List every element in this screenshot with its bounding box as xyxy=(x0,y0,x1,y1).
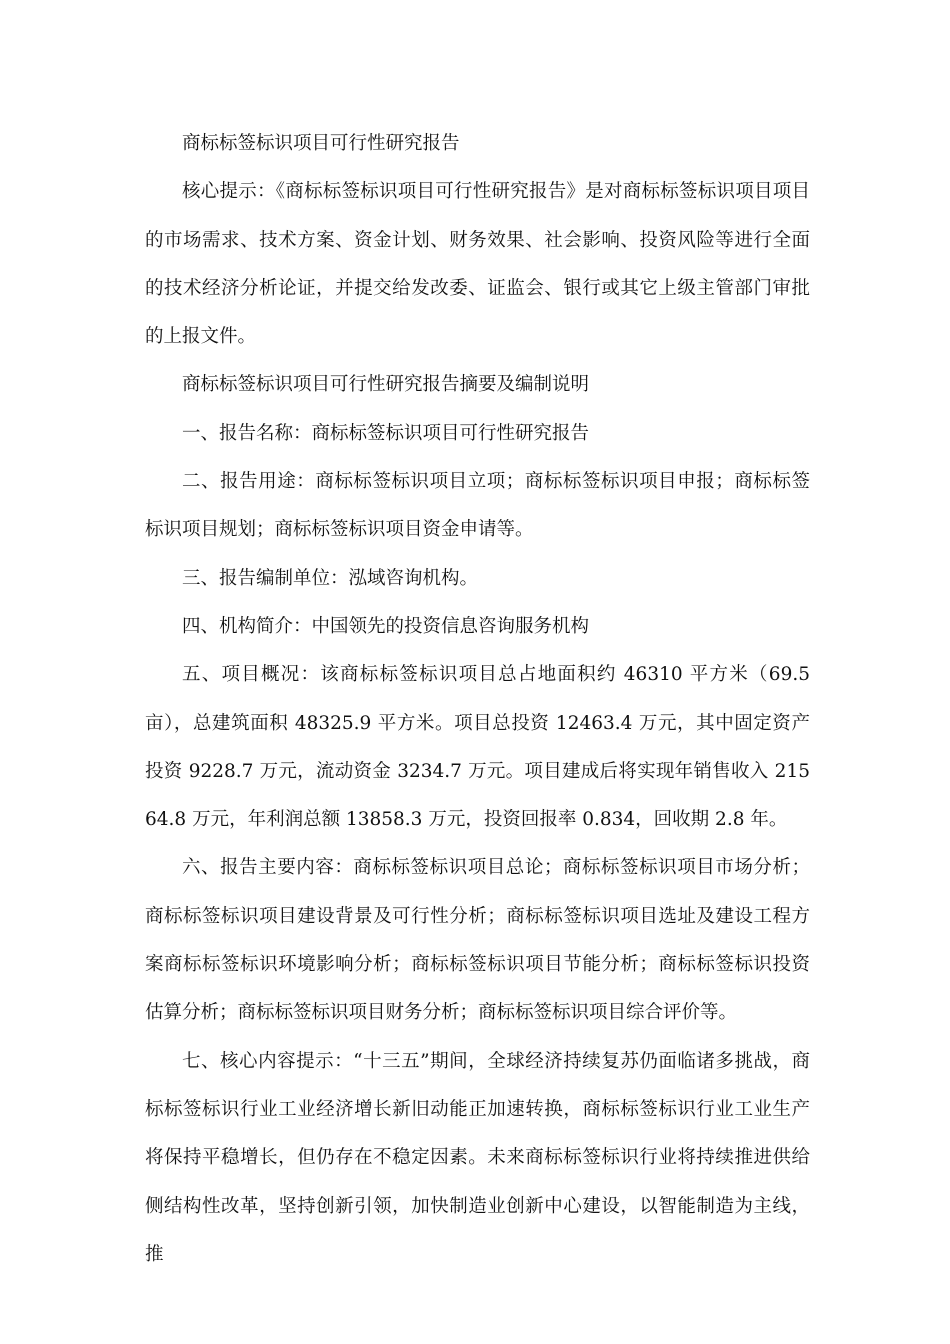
document-body xyxy=(145,120,810,1279)
paragraph-report-usage: 二、报告用途：商标标签标识项目立项；商标标签标识项目申报；商标标签标识项目规划；商标标签标识项目资金申请等。 xyxy=(145,471,810,541)
paragraph-core-hint: 核心提示：《商标标签标识项目可行性研究报告》是对商标标签标识项目项目的市场需求、技术方案、资金计划、财务效果、社会影响、投资风险等进行全面的技术经济分析论证，并提交给发改委、证监会、银行或其它上级主管部门审批的上报文件。 xyxy=(145,181,810,348)
document-title: 商标标签标识项目可行性研究报告 xyxy=(182,133,460,154)
paragraph-agency-intro: 四、机构简介：中国领先的投资信息咨询服务机构 xyxy=(182,615,590,637)
paragraph-core-contents: 七、核心内容提示：“十三五”期间，全球经济持续复苏仍面临诸多挑战，商标标签标识行业工业经济增长新旧动能正加速转换，商标标签标识行业工业生产将保持平稳增长，但仍存在不稳定因素。未来商标标签标识行业将持续推进供给侧结构性改革，坚持创新引领，加快制造业创新中心建设，以智能制造为主线，推 xyxy=(145,1050,810,1265)
paragraph-report-name: 一、报告名称：商标标签标识项目可行性研究报告 xyxy=(182,422,590,444)
paragraph-main-contents: 六、报告主要内容：商标标签标识项目总论；商标标签标识项目市场分析；商标标签标识项目建设背景及可行性分析；商标标签标识项目选址及建设工程方案商标标签标识环境影响分析；商标标签标识项目节能分析；商标标签标识投资估算分析；商标标签标识项目财务分析；商标标签标识项目综合评价等。 xyxy=(145,857,810,1024)
paragraph-compiler: 三、报告编制单位：泓域咨询机构。 xyxy=(182,567,479,589)
paragraph-project-overview: 五、项目概况：该商标标签标识项目总占地面积约 46310 平方米（69.5 亩），总建筑面积 48325.9 平方米。项目总投资 12463.4 万元，其中固定资产投资 9228.7 万元，流动资金 3234.7 万元。项目建成后将实现年销售收入 21564.8 万元，年利润总额 13858.3 万元，投资回报率 0.834，回收期 2.8 年。 xyxy=(145,664,810,831)
paragraph-summary-heading: 商标标签标识项目可行性研究报告摘要及编制说明 xyxy=(182,374,590,396)
